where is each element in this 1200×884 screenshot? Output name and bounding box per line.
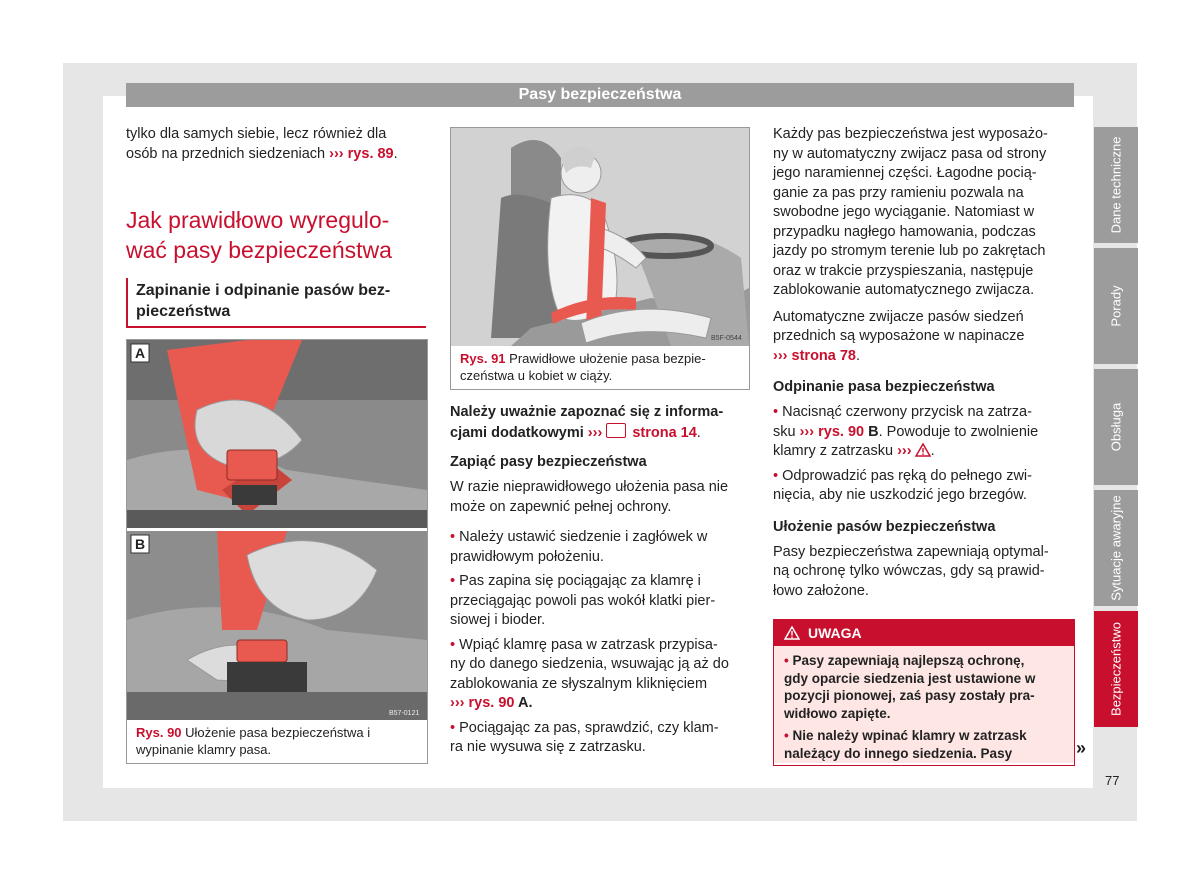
paragraph-line: łowo założone. [773, 582, 869, 599]
tab-label: Porady [1108, 285, 1124, 327]
figure-code: B5F-0544 [711, 335, 742, 342]
paragraph-line: Pasy bezpieczeństwa zapewniają optymal- [773, 543, 1049, 560]
reference-arrows: ››› [329, 145, 344, 162]
tab-label: Bezpieczeństwo [1108, 622, 1124, 716]
figure-link[interactable]: rys. 89 [343, 145, 394, 162]
intro-text: osób na przednich siedzeniach [126, 145, 330, 162]
intro-end: . [393, 145, 398, 162]
figure-link[interactable]: rys. 90 [464, 695, 515, 711]
paragraph-line: oraz w trakcie przyspieszania, następuje [773, 262, 1034, 279]
section-title: Zapiąć pasy bezpieczeństwa [450, 454, 647, 470]
book-icon [606, 423, 626, 438]
page-header: Pasy bezpieczeństwa [126, 83, 1074, 107]
bullet-text: Pociągając za pas, sprawdzić, czy klam- [459, 719, 719, 736]
tab-dane-techniczne[interactable] [1094, 127, 1138, 243]
warning-text: Nie należy wpinać klamry w zatrzask [792, 728, 1027, 743]
bullet-text: ra nie wysuwa się z zatrzasku. [450, 739, 646, 755]
paragraph-end: . [856, 347, 861, 364]
warning-text: pozycji pionowej, zaś pasy zostały pra- [784, 688, 1035, 703]
bullet-text: klamry z zatrzasku [773, 443, 898, 459]
retractor-paragraph [773, 125, 1073, 301]
heading-line: wać pasy bezpieczeństwa [126, 237, 392, 263]
caption-line: wypinanie klamry pasa. [136, 742, 272, 757]
bullet-text: Pas zapina się pociągając za klamrę i [459, 573, 701, 589]
warning-text: Pasy zapewniają najlepszą ochronę, [792, 653, 1025, 668]
caption-line [136, 724, 421, 741]
paragraph-line: ną ochronę tylko wówczas, gdy są prawid- [773, 563, 1045, 579]
tab-label: Sytuacje awaryjne [1108, 495, 1124, 601]
paragraph-line: Automatyczne zwijacze pasów siedzeń [773, 308, 1024, 325]
section-line: może on zapewnić pełnej ochrony. [450, 498, 672, 515]
section-title: Ułożenie pasów bezpieczeństwa [773, 518, 996, 535]
figure-91-caption [460, 350, 745, 384]
tab-label: Obsługa [1108, 402, 1124, 452]
paragraph-line: ganie za pas przy ramieniu pozwala na [773, 184, 1024, 201]
figure-91-illustration [451, 128, 749, 346]
figure-link[interactable]: rys. 90 [814, 423, 865, 440]
subheading-line: pieczeństwa [136, 303, 231, 320]
tab-porady[interactable] [1094, 248, 1138, 364]
warning-title: UWAGA [808, 625, 862, 641]
column-3-body [773, 125, 1073, 601]
paragraph-line: jazdy po stromym terenie lub po zakrętach [773, 243, 1046, 259]
warning-text: gdy oparcie siedzenia jest ustawione w [784, 670, 1036, 686]
caption-text: Ułożenie pasa bezpieczeństwa i [181, 725, 371, 740]
intro-line: tylko dla samych siebie, lecz również dla [126, 126, 387, 142]
tab-label: Dane techniczne [1108, 136, 1124, 234]
figure-90 [126, 339, 428, 764]
continue-mark: » [1076, 738, 1087, 758]
bullet-text: Odprowadzić pas ręką do pełnego zwi- [782, 467, 1032, 484]
caption-prefix: Rys. 90 [136, 725, 182, 740]
note-text: cjami dodatkowymi [450, 424, 588, 441]
figure-panel-ref: B [864, 423, 879, 440]
bullet-text: . Powoduje to zwolnienie [878, 423, 1039, 440]
reference-arrows: ››› [799, 423, 815, 440]
intro-paragraph [126, 125, 426, 164]
bullet-text: Należy ustawić siedzenie i zagłówek w [459, 529, 708, 545]
page-link[interactable]: strona 14 [628, 424, 697, 441]
panel-a-label: A [135, 345, 146, 361]
reference-arrows: ››› [897, 443, 912, 459]
figure-90-illustration [127, 340, 427, 720]
bullet-end: . [930, 443, 935, 459]
reference-arrows: ››› [773, 347, 788, 364]
bullet-text: Wpiąć klamrę pasa w zatrzask przypisa- [459, 636, 718, 653]
warning-item: • Pasy zapewniają najlepszą ochronę, gdy oparcie siedzenia jest ustawione w pozycji pionowej, zaś pasy zostały pra- widłowo zapięte. [784, 652, 1066, 722]
section-title: Odpinanie pasa bezpieczeństwa [773, 379, 995, 395]
list-item: • Odprowadzić pas ręką do pełnego zwi- nięcia, aby nie uszkodzić jego brzegów. [773, 467, 1073, 506]
warning-body [774, 646, 1074, 763]
note-line [450, 423, 750, 444]
warning-header [774, 620, 1074, 646]
paragraph-line: Każdy pas bezpieczeństwa jest wyposażo- [773, 126, 1048, 142]
warning-box [773, 619, 1075, 766]
panel-b-label: B [135, 536, 146, 552]
tab-sytuacje-awaryjne[interactable] [1094, 490, 1138, 606]
warning-text: widłowo zapięte. [784, 705, 891, 721]
list-item: • Pociągając za pas, sprawdzić, czy klam- ra nie wysuwa się z zatrzasku. [450, 719, 750, 758]
warning-text: należący do innego siedzenia. Pasy [784, 745, 1013, 761]
paragraph-line: swobodne jego wyciąganie. Natomiast w [773, 204, 1035, 220]
bullet-text: sku [773, 423, 800, 440]
page-number: 77 [1105, 773, 1120, 788]
warning-triangle-icon[interactable] [915, 443, 931, 457]
subheading [126, 278, 426, 328]
heading-line: Jak prawidłowo wyregulo- [126, 207, 390, 233]
caption-prefix: Rys. 91 [460, 351, 506, 366]
tab-obsluga[interactable] [1094, 369, 1138, 485]
paragraph-line: zablokowanie automatycznego zwijacza. [773, 282, 1035, 298]
subheading-line: Zapinanie i odpinanie pasów bez- [136, 282, 391, 299]
caption-line: czeństwa u kobiet w ciąży. [460, 368, 613, 383]
tab-bezpieczenstwo[interactable] [1094, 611, 1138, 727]
list-item: • Pas zapina się pociągając za klamrę i przeciągając powoli pas wokół klatki pier- siowej i bioder. [450, 572, 750, 631]
list-item: • Wpiąć klamrę pasa w zatrzask przypisa- ny do danego siedzenia, wsuwając ją aż do zablokowania ze słyszalnym kliknięciem ››› rys. 90 A. [450, 636, 750, 714]
paragraph-line: jego naramiennej części. Łagodne pocią- [773, 165, 1037, 181]
section-line: W razie nieprawidłowego ułożenia pasa nie [450, 479, 729, 495]
list-item: • Nacisnąć czerwony przycisk na zatrza- sku ››› rys. 90 B. Powoduje to zwolnienie klamry z zatrzasku ››› . [773, 404, 1039, 459]
reference-arrows: ››› [587, 424, 603, 441]
paragraph-line: ny w automatyczny zwijacz pasa od strony [773, 145, 1047, 162]
column-2-body [450, 403, 750, 758]
note-line: Należy uważnie zapoznać się z informa- [450, 404, 724, 420]
page-link[interactable]: strona 78 [787, 347, 856, 364]
caption-line [460, 350, 745, 367]
bullet-text: ny do danego siedzenia, wsuwając ją aż do [450, 656, 729, 672]
bullet-text: przeciągając powoli pas wokół klatki pier- [450, 592, 716, 609]
bullet-text: Nacisnąć czerwony przycisk na zatrza- [782, 404, 1032, 420]
paragraph-line: przednich są wyposażone w napinacze [773, 328, 1025, 344]
bullet-end: A. [514, 695, 533, 711]
main-heading [126, 205, 426, 265]
figure-code: B57-0121 [389, 710, 420, 717]
figure-90-caption [136, 724, 421, 758]
warning-triangle-icon [784, 626, 800, 640]
bullet-text: siowej i bioder. [450, 612, 546, 628]
figure-91 [450, 127, 750, 390]
paragraph-line: przypadku nagłego hamowania, podczas [773, 223, 1036, 240]
intro-line [126, 145, 426, 165]
pretensioner-paragraph [773, 308, 1073, 367]
list-item: • Należy ustawić siedzenie i zagłówek w prawidłowym położeniu. [450, 528, 750, 567]
bullet-text: nięcia, aby nie uszkodzić jego brzegów. [773, 487, 1027, 503]
reference-arrows: ››› [450, 695, 465, 711]
bullet-text: zablokowania ze słyszalnym kliknięciem [450, 675, 708, 692]
note-end: . [696, 424, 701, 441]
caption-text: Prawidłowe ułożenie pasa bezpie- [505, 351, 706, 366]
warning-item: • Nie należy wpinać klamry w zatrzask należący do innego siedzenia. Pasy [784, 727, 1066, 762]
bullet-text: prawidłowym położeniu. [450, 548, 604, 565]
